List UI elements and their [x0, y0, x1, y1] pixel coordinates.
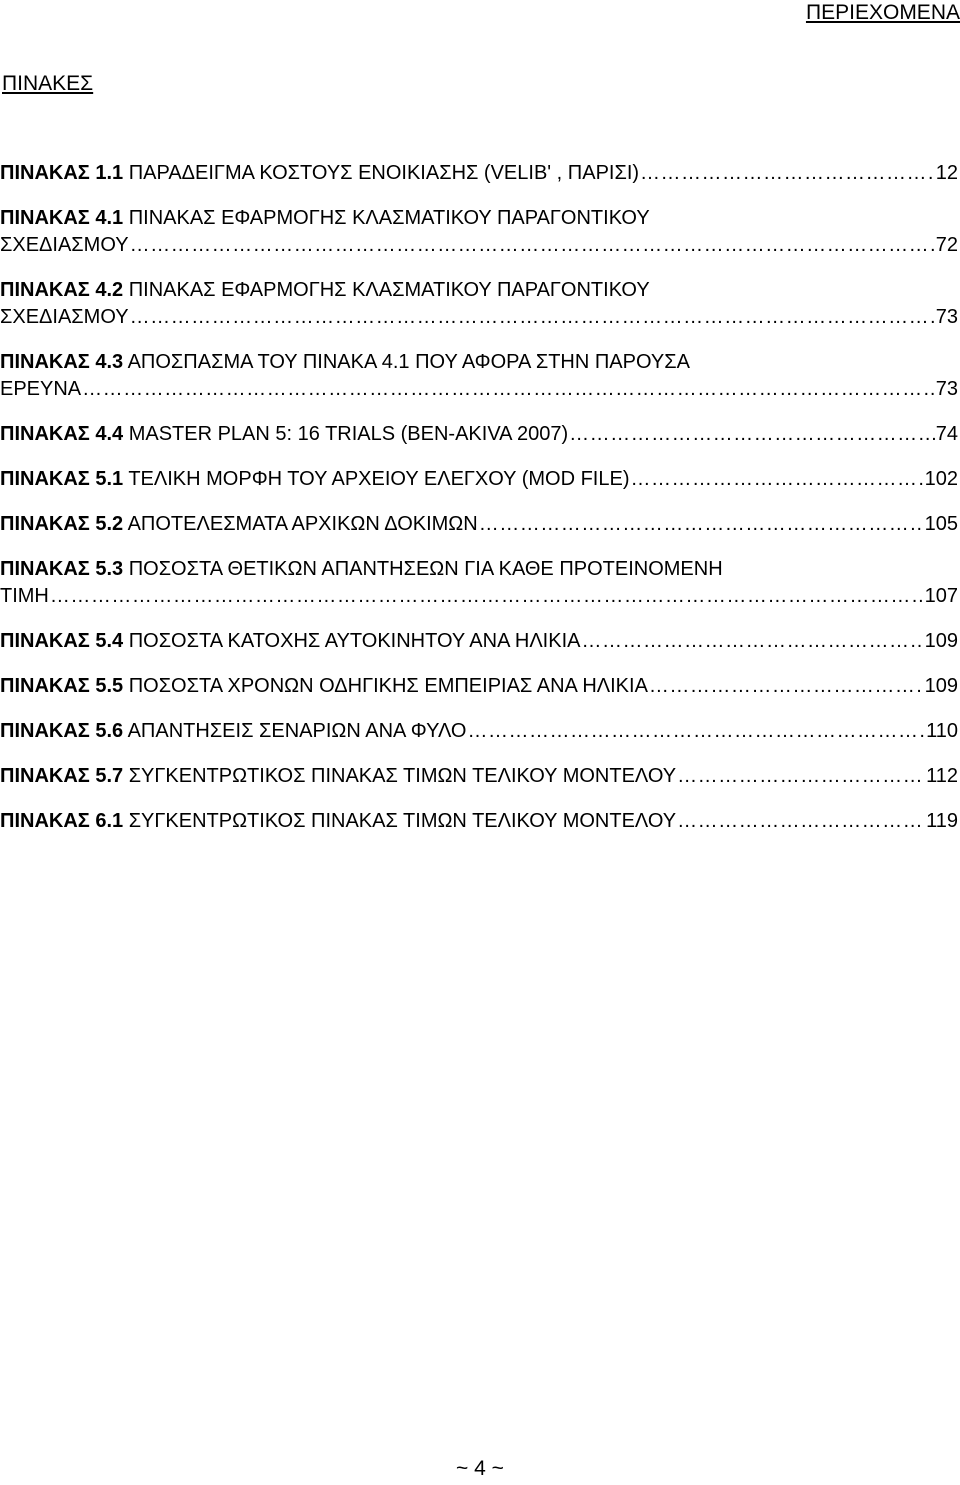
entry-page-number: 102 [924, 468, 958, 490]
toc-entry-table-5-7[interactable] [0, 763, 958, 790]
entry-title: ΠΟΣΟΣΤΑ ΧΡΟΝΩΝ ΟΔΗΓΙΚΗΣ ΕΜΠΕΙΡΙΑΣ ΑΝΑ ΗΛΙΚΙΑ [123, 675, 648, 697]
leader-dots [581, 628, 923, 655]
entry-title-line2: ΣΧΕΔΙΑΣΜΟΥ [0, 234, 129, 256]
entry-page-number: 109 [924, 630, 958, 652]
leader-dots [569, 421, 935, 448]
entry-title-line2: ΣΧΕΔΙΑΣΜΟΥ [0, 306, 129, 328]
entry-label: ΠΙΝΑΚΑΣ 5.1 [0, 468, 124, 490]
entry-label: ΠΙΝΑΚΑΣ 5.5 [0, 675, 124, 697]
leader-dots [640, 160, 935, 187]
leader-dots [467, 718, 925, 745]
entry-title-line1: ΑΠΟΣΠΑΣΜΑ ΤΟΥ ΠΙΝΑΚΑ 4.1 ΠΟΥ ΑΦΟΡΑ ΣΤΗΝ ΠΑΡΟΥΣΑ [123, 351, 690, 373]
entry-title-line2: ΤΙΜΗ [0, 585, 49, 607]
leader-dots [82, 376, 935, 403]
entry-label: ΠΙΝΑΚΑΣ 6.1 [0, 810, 124, 832]
entry-page-number: 119 [926, 810, 958, 832]
entry-title: ΤΕΛΙΚΗ ΜΟΡΦΗ ΤΟΥ ΑΡΧΕΙΟΥ ΕΛΕΓΧΟΥ (MOD FILE) [123, 468, 630, 490]
leader-dots [630, 466, 923, 493]
leader-dots [677, 808, 925, 835]
toc-entry-table-4-2[interactable] [0, 277, 958, 331]
entry-page-number: 105 [924, 513, 958, 535]
entry-page-number: 109 [924, 675, 958, 697]
entry-label: ΠΙΝΑΚΑΣ 4.2 [0, 279, 124, 301]
toc-entry-table-4-3[interactable] [0, 349, 958, 403]
entry-label: ΠΙΝΑΚΑΣ 4.3 [0, 351, 124, 373]
toc-entry-table-5-5[interactable] [0, 673, 958, 700]
entry-label: ΠΙΝΑΚΑΣ 1.1 [0, 162, 124, 184]
entry-page-number: 12 [935, 162, 958, 184]
entry-title-line1: ΠΙΝΑΚΑΣ ΕΦΑΡΜΟΓΗΣ ΚΛΑΣΜΑΤΙΚΟΥ ΠΑΡΑΓΟΝΤΙΚΟΥ [123, 207, 650, 229]
entry-title: ΣΥΓΚΕΝΤΡΩΤΙΚΟΣ ΠΙΝΑΚΑΣ ΤΙΜΩΝ ΤΕΛΙΚΟΥ ΜΟΝΤΕΛΟΥ [123, 765, 677, 787]
entry-title: MASTER PLAN 5: 16 TRIALS (BEN-AKIVA 2007) [123, 423, 569, 445]
entry-title: ΑΠΑΝΤΗΣΕΙΣ ΣΕΝΑΡΙΩΝ ΑΝΑ ΦΥΛΟ [123, 720, 467, 742]
section-title: ΠΙΝΑΚΕΣ [2, 72, 94, 95]
toc-entry-table-1-1[interactable] [0, 160, 958, 187]
entry-title: ΠΑΡΑΔΕΙΓΜΑ ΚΟΣΤΟΥΣ ΕΝΟΙΚΙΑΣΗΣ (VELIB' , ΠΑΡΙΣΙ) [123, 162, 640, 184]
entry-title-line1: ΠΟΣΟΣΤΑ ΘΕΤΙΚΩΝ ΑΠΑΝΤΗΣΕΩΝ ΓΙΑ ΚΑΘΕ ΠΡΟΤΕΙΝΟΜΕΝΗ [123, 558, 723, 580]
entry-label: ΠΙΝΑΚΑΣ 5.7 [0, 765, 124, 787]
entry-title: ΠΟΣΟΣΤΑ ΚΑΤΟΧΗΣ ΑΥΤΟΚΙΝΗΤΟΥ ΑΝΑ ΗΛΙΚΙΑ [123, 630, 581, 652]
toc-entry-table-5-3[interactable] [0, 556, 958, 610]
entry-page-number: 107 [924, 585, 958, 607]
toc-entry-table-4-4[interactable] [0, 421, 958, 448]
leader-dots [649, 673, 924, 700]
entry-title-line1: ΠΙΝΑΚΑΣ ΕΦΑΡΜΟΓΗΣ ΚΛΑΣΜΑΤΙΚΟΥ ΠΑΡΑΓΟΝΤΙΚΟΥ [123, 279, 650, 301]
toc-entry-table-5-6[interactable] [0, 718, 958, 745]
toc-entry-table-5-2[interactable] [0, 511, 958, 538]
entry-page-number: 73 [935, 378, 958, 400]
entry-label: ΠΙΝΑΚΑΣ 4.4 [0, 423, 124, 445]
leader-dots [130, 232, 935, 259]
entry-title: ΣΥΓΚΕΝΤΡΩΤΙΚΟΣ ΠΙΝΑΚΑΣ ΤΙΜΩΝ ΤΕΛΙΚΟΥ ΜΟΝΤΕΛΟΥ [123, 810, 677, 832]
entry-label: ΠΙΝΑΚΑΣ 5.3 [0, 558, 124, 580]
entry-title-line2: ΕΡΕΥΝΑ [0, 378, 82, 400]
entry-page-number: 72 [935, 234, 958, 256]
entry-page-number: 110 [926, 720, 958, 742]
leader-dots [130, 304, 935, 331]
page-number-footer: ~ 4 ~ [456, 1457, 504, 1480]
leader-dots [479, 511, 924, 538]
entry-page-number: 73 [935, 306, 958, 328]
entry-page-number: 74 [935, 423, 958, 445]
leader-dots [50, 583, 924, 610]
entry-page-number: 112 [926, 765, 958, 787]
toc-entry-table-5-1[interactable] [0, 466, 958, 493]
leader-dots [677, 763, 925, 790]
toc-entry-table-6-1[interactable] [0, 808, 958, 835]
entry-label: ΠΙΝΑΚΑΣ 5.2 [0, 513, 124, 535]
entry-label: ΠΙΝΑΚΑΣ 4.1 [0, 207, 124, 229]
entry-label: ΠΙΝΑΚΑΣ 5.6 [0, 720, 124, 742]
entry-label: ΠΙΝΑΚΑΣ 5.4 [0, 630, 124, 652]
toc-entry-table-5-4[interactable] [0, 628, 958, 655]
entry-title: ΑΠΟΤΕΛΕΣΜΑΤΑ ΑΡΧΙΚΩΝ ΔΟΚΙΜΩΝ [123, 513, 478, 535]
toc-entry-table-4-1[interactable] [0, 205, 958, 259]
contents-link[interactable]: ΠΕΡΙΕΧΟΜΕΝΑ [805, 1, 960, 24]
table-of-tables [0, 160, 958, 853]
